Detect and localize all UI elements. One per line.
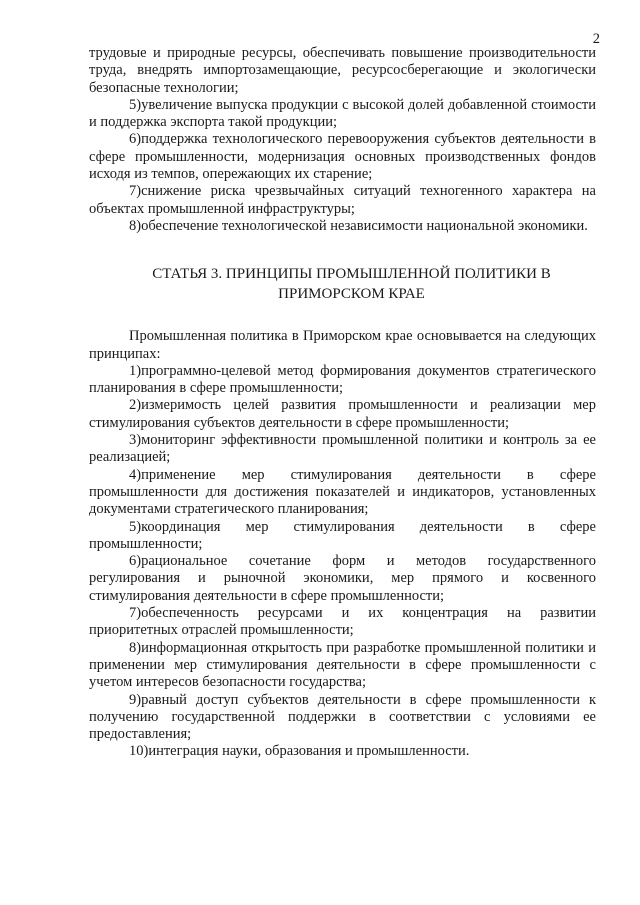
article-heading-line-1: СТАТЬЯ 3. ПРИНЦИПЫ ПРОМЫШЛЕННОЙ ПОЛИТИКИ В [152,266,551,283]
article-intro: Промышленная политика в Приморском крае основывается на следующих принципах: [89,328,596,362]
article-heading [89,264,596,304]
principle-item-9: 9)равный доступ субъектов деятельности в сфере промышленности к получению государственной поддержки в соответствии с условиями ее предоставления; [89,691,596,743]
goal-item-6: 6)поддержка технологического перевооружения субъектов деятельности в сфере промышленности, модернизация основных производственных фондов исходя из темпов, опережающих их старение; [89,131,596,183]
principle-item-7: 7)обеспеченность ресурсами и их концентрация на развитии приоритетных отраслей промышленности; [89,605,596,639]
principle-item-5: 5)координация мер стимулирования деятельности в сфере промышленности; [89,518,596,552]
principle-item-6: 6)рациональное сочетание форм и методов государственного регулирования и рыночной экономики, мер прямого и косвенного стимулирования деятельности в сфере промышленности; [89,553,596,604]
goal-item-8: 8)обеспечение технологической независимости национальной экономики. [129,217,588,234]
principle-item-10: 10)интеграция науки, образования и промышленности. [129,743,470,760]
article-heading-line-2: ПРИМОРСКОМ КРАЕ [278,286,425,303]
document-body [89,45,596,761]
principle-item-2: 2)измеримость целей развития промышленности и реализации мер стимулирования субъектов деятельности в сфере промышленности; [89,397,596,431]
goal-item-5: 5)увеличение выпуска продукции с высокой долей добавленной стоимости и поддержка экспорта такой продукции; [89,96,596,131]
goal-item-7: 7)снижение риска чрезвычайных ситуаций техногенного характера на объектах промышленной инфраструктуры; [89,183,596,217]
paragraph-continuation: трудовые и природные ресурсы, обеспечивать повышение производительности труда, внедрять импортозамещающие, ресурсосберегающие и экологически безопасные технологии; [89,45,596,96]
principle-item-8: 8)информационная открытость при разработке промышленной политики и применении мер стимулирования деятельности в сфере промышленности с учетом интересов безопасности государства; [89,639,596,691]
principle-item-1: 1)программно-целевой метод формирования документов стратегического планирования в сфере промышленности; [89,362,596,397]
principle-item-4: 4)применение мер стимулирования деятельности в сфере промышленности для достижения показателей и индикаторов, установленных документами стратегического планирования; [89,466,596,518]
principle-item-3: 3)мониторинг эффективности промышленной политики и контроль за ее реализацией; [89,432,596,466]
page-number: 2 [592,31,600,47]
